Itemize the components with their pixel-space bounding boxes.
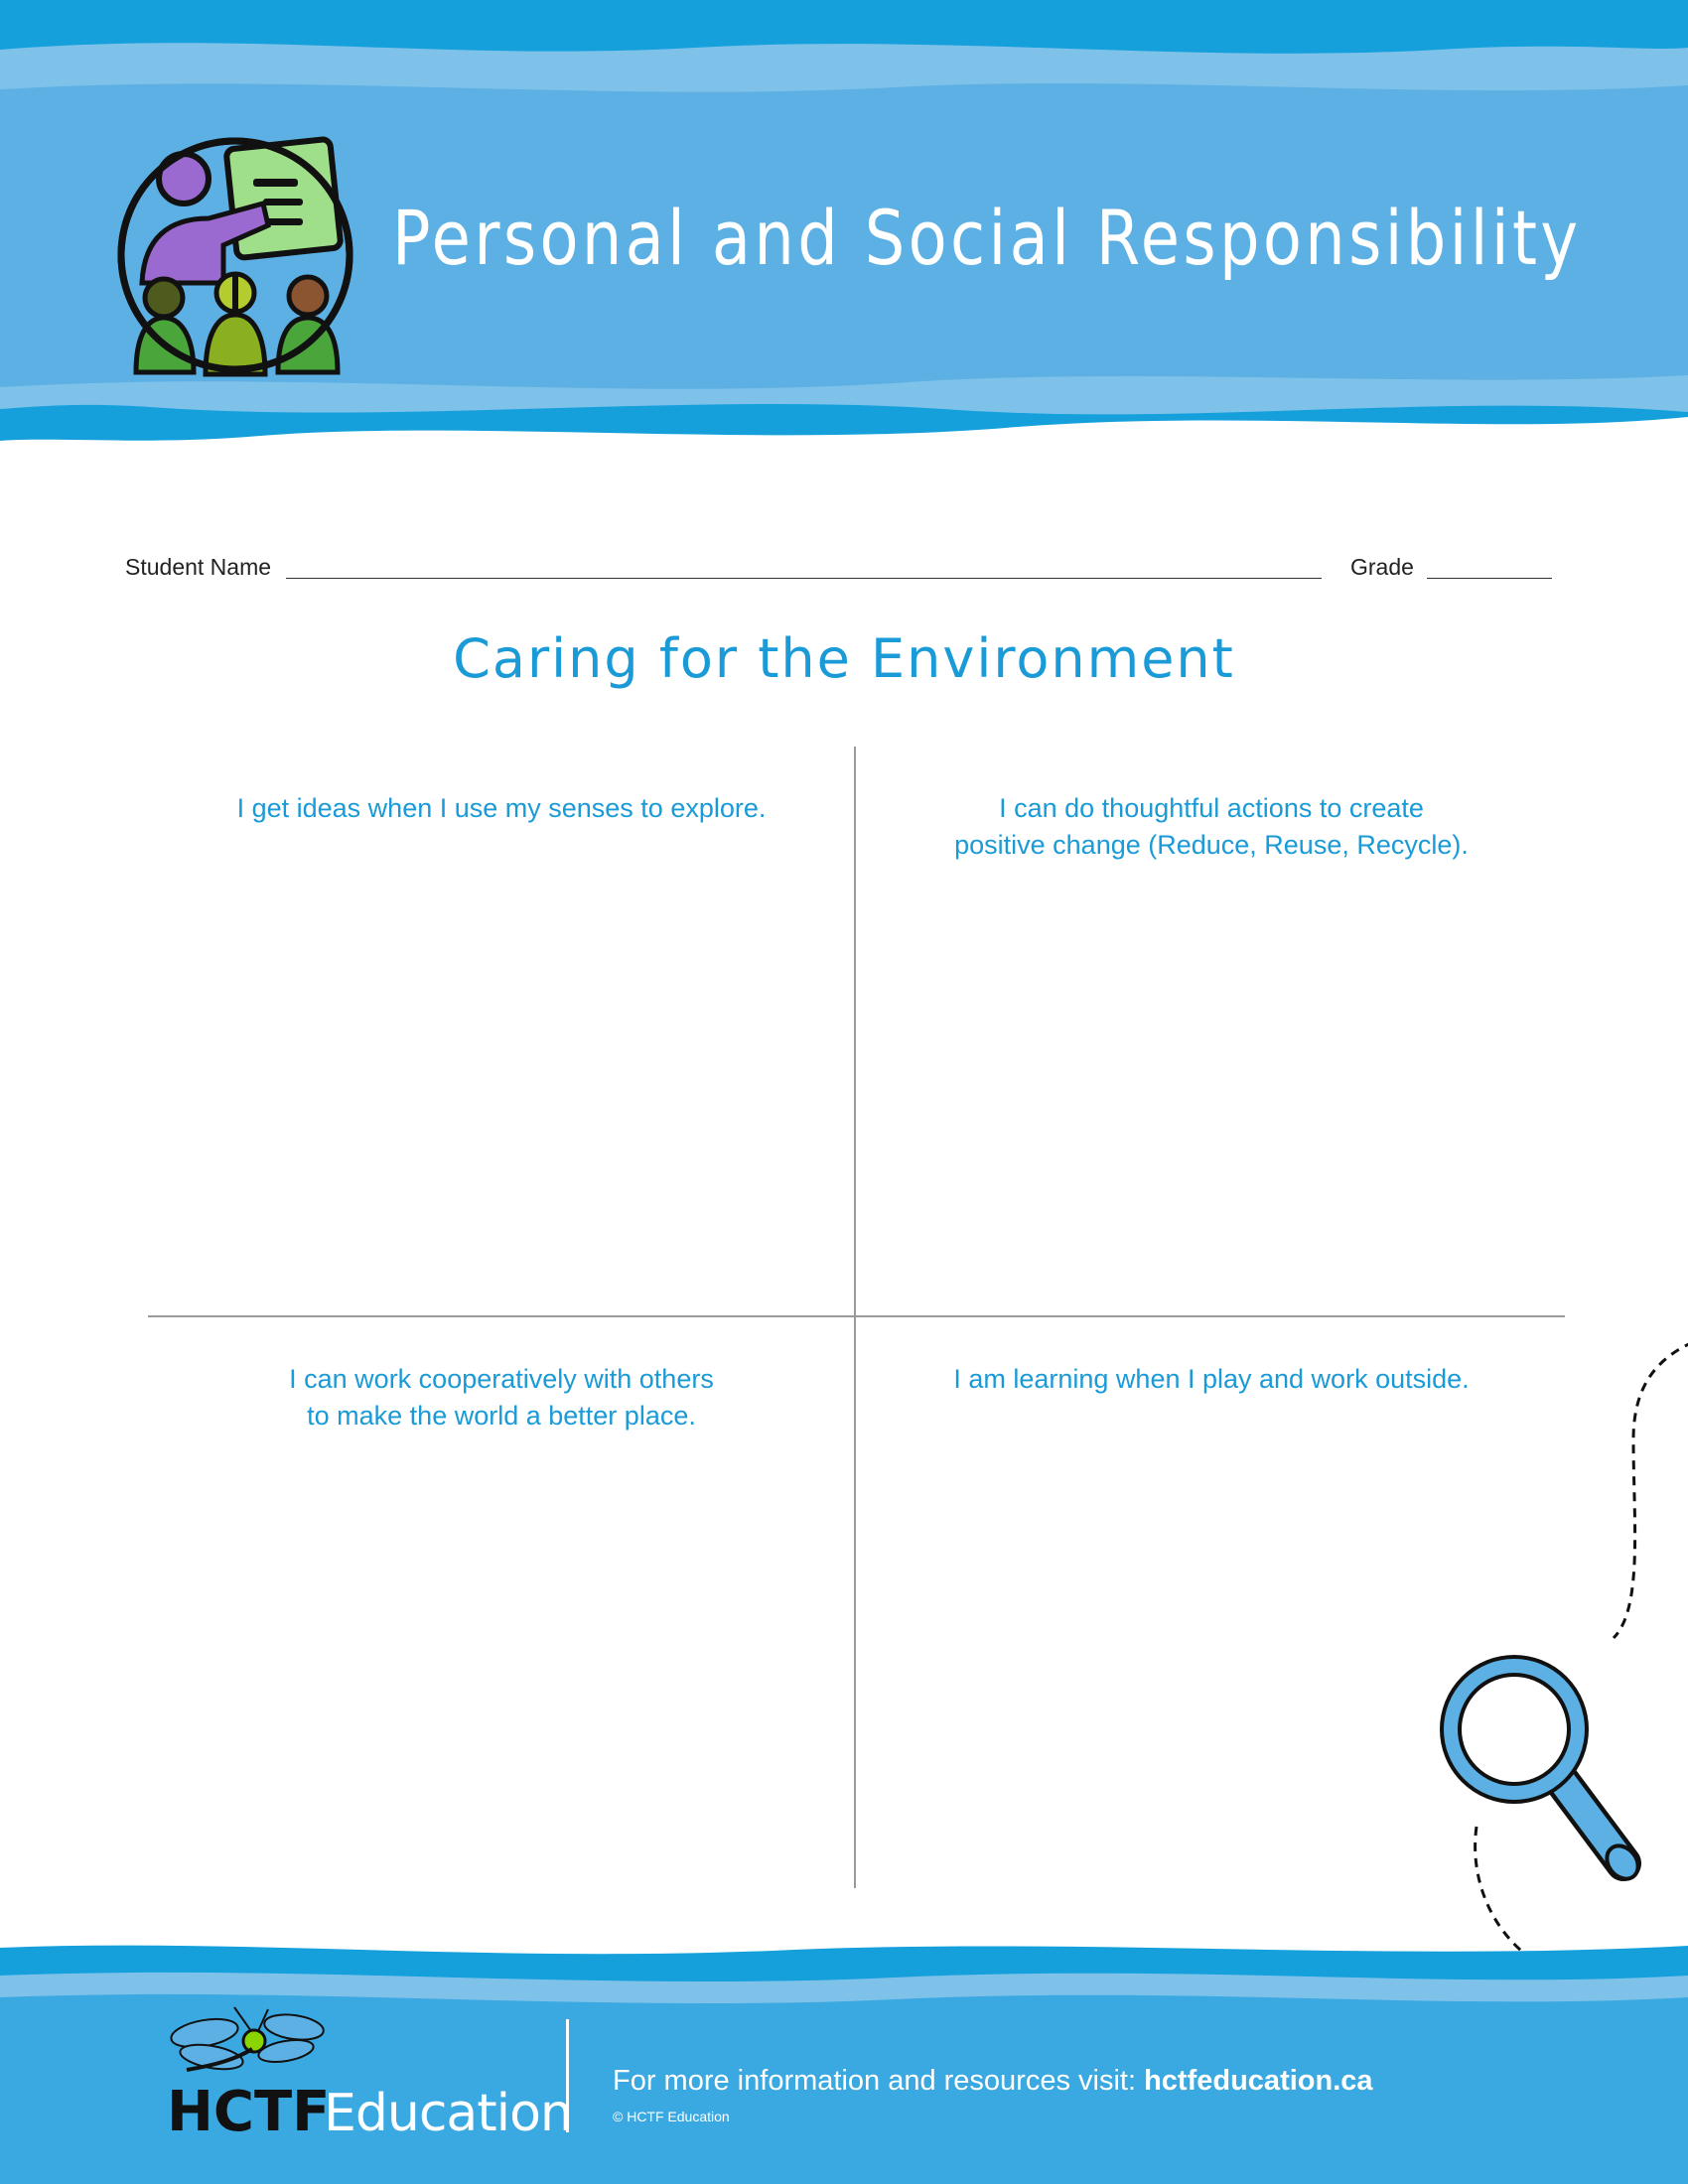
teacher-presenting-to-students-icon — [114, 134, 357, 377]
dragonfly-icon — [169, 2007, 325, 2073]
logo-text-hctf: HCTF — [167, 2080, 331, 2144]
prompt-bottom-left — [149, 1361, 854, 1434]
footer-website-link[interactable]: hctfeducation.ca — [1144, 2065, 1373, 2097]
prompt-line: positive change (Reduce, Reuse, Recycle). — [954, 830, 1469, 860]
grid-divider-vertical — [854, 747, 856, 1888]
prompt-top-right — [858, 790, 1565, 864]
footer-divider — [566, 2019, 569, 2132]
footer-info-text: For more information and resources visit: — [613, 2065, 1145, 2097]
grade-field[interactable] — [1427, 578, 1552, 579]
page-title: Personal and Social Responsibility — [392, 194, 1582, 282]
prompt-line: to make the world a better place. — [307, 1401, 696, 1431]
student-name-label: Student Name — [125, 554, 272, 580]
logo-text-education: Education — [324, 2084, 572, 2143]
prompt-line: I can work cooperatively with others — [289, 1364, 714, 1394]
hctf-education-logo — [167, 1995, 572, 2144]
footer-copyright: © HCTF Education — [613, 2109, 730, 2124]
grade-label: Grade — [1350, 554, 1414, 580]
magnifying-glass-icon — [1410, 1330, 1688, 1966]
prompt-line: I am learning when I play and work outside. — [953, 1364, 1470, 1394]
prompt-line: I can do thoughtful actions to create — [999, 793, 1424, 823]
prompt-top-left — [149, 790, 854, 827]
worksheet-title: Caring for the Environment — [453, 627, 1235, 690]
footer-info — [613, 2065, 1373, 2098]
grid-divider-horizontal — [148, 1315, 1565, 1317]
student-name-field[interactable] — [286, 578, 1322, 579]
prompt-line: I get ideas when I use my senses to explore. — [236, 793, 767, 823]
